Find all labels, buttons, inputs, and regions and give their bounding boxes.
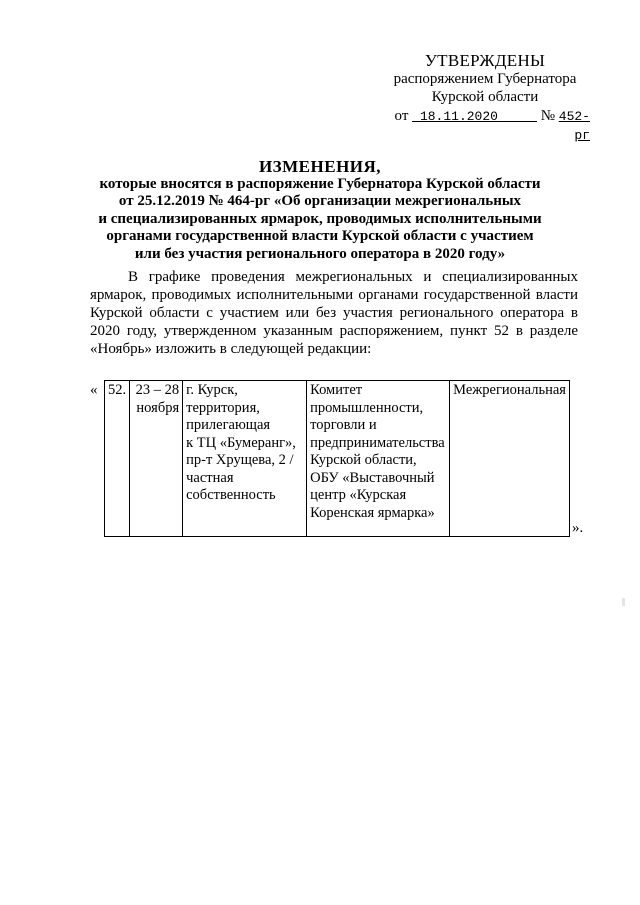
open-quote: « <box>90 382 98 398</box>
scan-mark <box>622 598 625 606</box>
row-number: 52. <box>105 381 130 537</box>
date-prefix: от <box>394 108 409 124</box>
number-prefix: № <box>540 108 556 124</box>
approval-date-line <box>380 107 590 145</box>
approval-number: 452-рг <box>558 109 590 143</box>
heading-title: ИЗМЕНЕНИЯ, <box>258 157 382 176</box>
approval-title: УТВЕРЖДЕНЫ <box>424 51 546 70</box>
schedule-table <box>104 380 570 537</box>
row-place: г. Курск, территория, прилегающая к ТЦ «Бумеранг», пр-т Хрущева, 2 / частная собственность <box>183 381 307 537</box>
approval-date: 18.11.2020 <box>419 109 498 124</box>
row-organizer: Комитет промышленности, торговли и предпринимательства Курской области, ОБУ «Выставочный центр «Курская Коренская ярмарка» <box>307 381 450 537</box>
approval-line-1: распоряжением Губернатора <box>393 71 577 87</box>
table-row <box>105 381 570 537</box>
approval-line-2: Курской области <box>431 89 539 105</box>
heading-line: от 25.12.2019 № 464-рг «Об организации межрегиональных <box>118 193 522 209</box>
body-paragraph: В графике проведения межрегиональных и специализированных ярмарок, проводимых исполнительными органами государственной власти Курской области с участием или без участия регионального оператора в 2020 году, утвержденном указанным распоряжением, пункт 52 в разделе «Ноябрь» изложить в следующей редакции: <box>90 269 578 357</box>
heading-line: которые вносятся в распоряжение Губернатора Курской области <box>99 175 541 192</box>
row-date: 23 – 28 ноября <box>130 381 183 537</box>
close-quote: ». <box>572 520 584 536</box>
heading-line: органами государственной власти Курской области с участием <box>106 228 534 244</box>
approval-block <box>380 52 590 145</box>
row-type: Межрегиональная <box>450 381 570 537</box>
document-heading <box>60 158 580 263</box>
heading-line: или без участия регионального оператора в 2020 году» <box>134 245 506 262</box>
heading-line: и специализированных ярмарок, проводимых исполнительными <box>98 210 542 227</box>
